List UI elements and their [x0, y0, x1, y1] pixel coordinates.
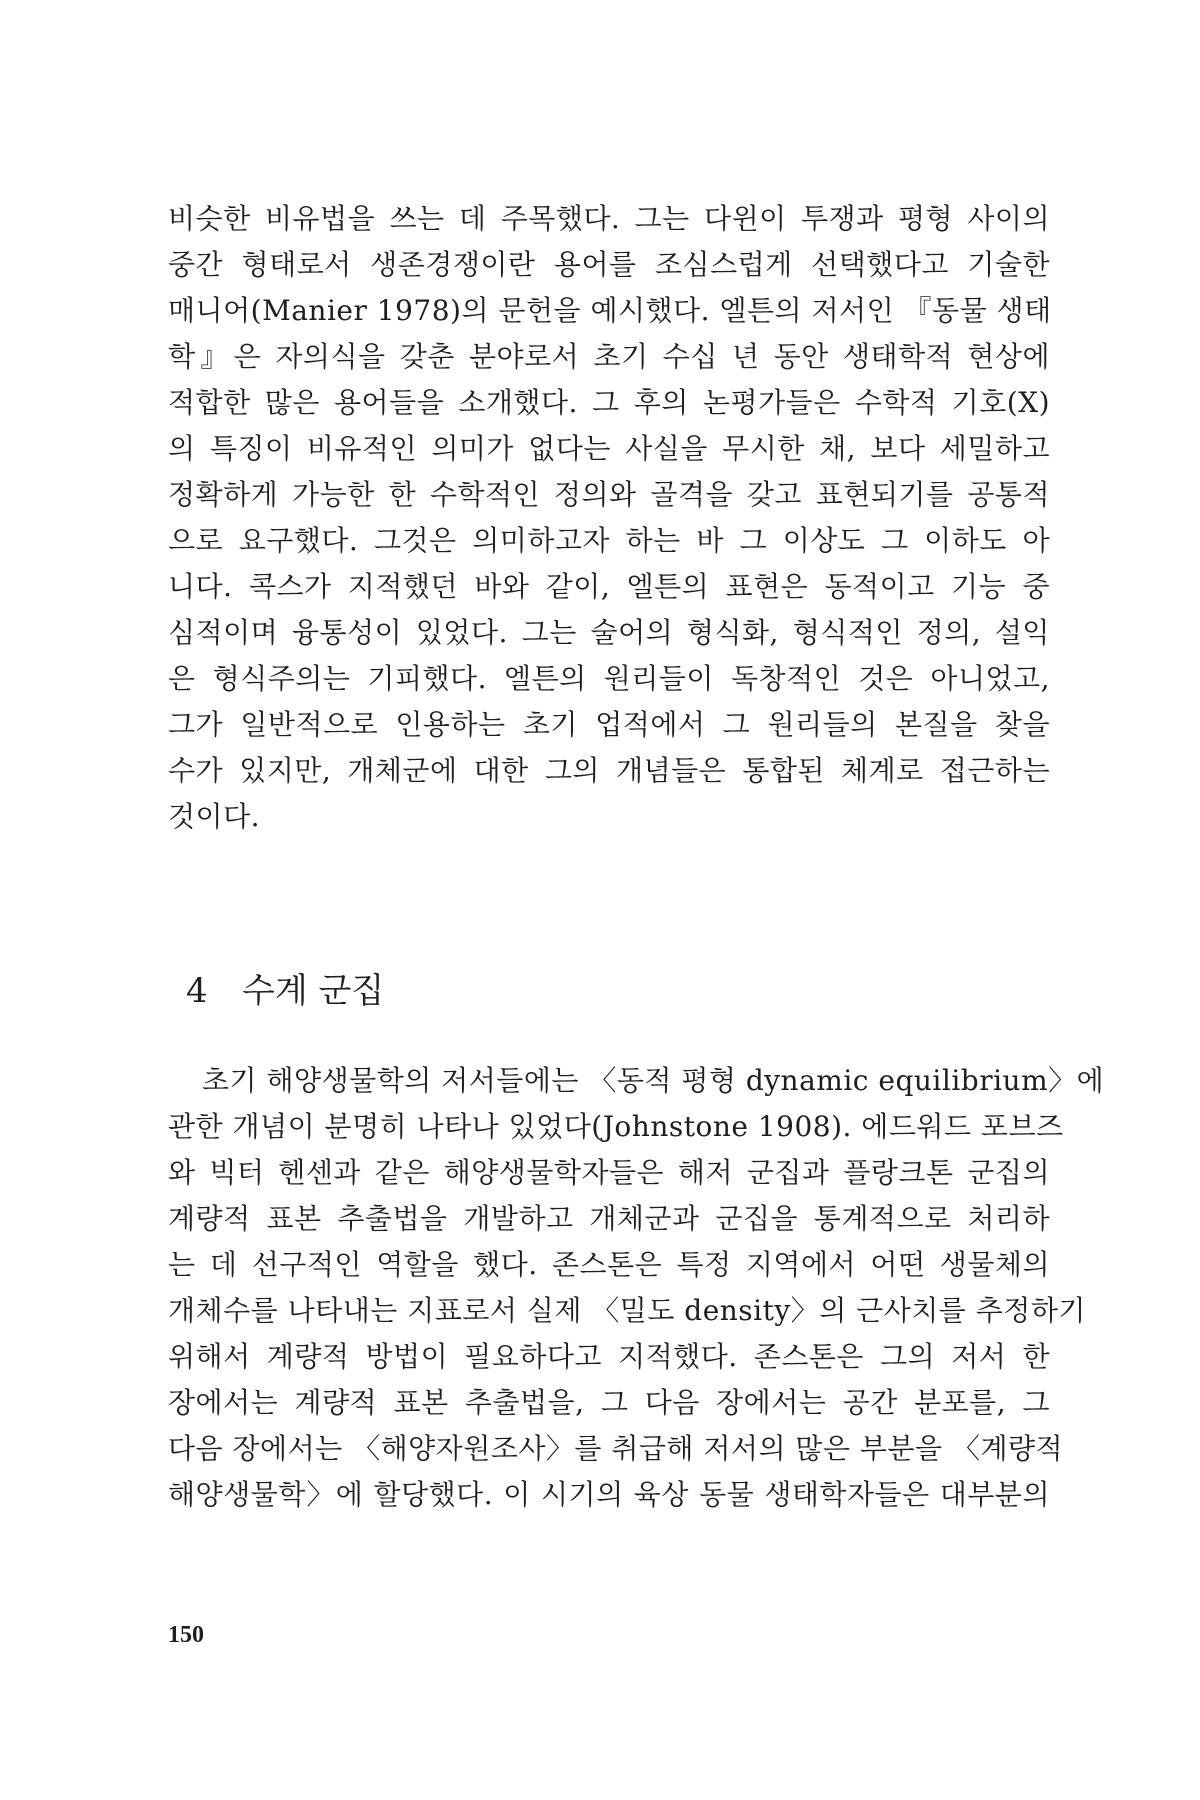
text-line: 위해서 계량적 방법이 필요하다고 지적했다. 존스톤은 그의 저서 한 [168, 1340, 1050, 1373]
text-line: 는 데 선구적인 역할을 했다. 존스톤은 특정 지역에서 어떤 생물체의 [168, 1248, 1050, 1281]
text-line: 니다. 콕스가 지적했던 바와 같이, 엘튼의 표현은 동적이고 기능 중 [168, 570, 1050, 603]
text-line: 관한 개념이 분명히 나타나 있었다(Johnstone 1908). 에드워드 포브즈 [168, 1110, 1064, 1143]
text-line: 해양생물학〉에 할당했다. 이 시기의 육상 동물 생태학자들은 대부분의 [168, 1478, 1050, 1511]
section-title: 수계 군집 [242, 971, 385, 1011]
body-paragraph-1 [168, 196, 1050, 840]
text-line: 정확하게 가능한 한 수학적인 정의와 골격을 갖고 표현되기를 공통적 [168, 478, 1050, 511]
body-paragraph-2 [168, 1058, 1105, 1518]
text-line: 그가 일반적으로 인용하는 초기 업적에서 그 원리들의 본질을 찾을 [168, 708, 1050, 741]
text-line: 와 빅터 헨센과 같은 해양생물학자들은 해저 군집과 플랑크톤 군집의 [168, 1156, 1050, 1189]
text-line: 으로 요구했다. 그것은 의미하고자 하는 바 그 이상도 그 이하도 아 [168, 524, 1050, 557]
text-line: 장에서는 계량적 표본 추출법을, 그 다음 장에서는 공간 분포를, 그 [168, 1386, 1050, 1419]
text-line: 심적이며 융통성이 있었다. 그는 술어의 형식화, 형식적인 정의, 설익 [168, 616, 1050, 649]
section-heading [186, 968, 384, 1014]
text-line: 것이다. [168, 800, 261, 833]
text-line: 중간 형태로서 생존경쟁이란 용어를 조심스럽게 선택했다고 기술한 [168, 248, 1050, 281]
text-line: 비슷한 비유법을 쓰는 데 주목했다. 그는 다윈이 투쟁과 평형 사이의 [168, 202, 1050, 235]
text-line: 적합한 많은 용어들을 소개했다. 그 후의 논평가들은 수학적 기호(X) [168, 386, 1050, 419]
page-number: 150 [168, 1622, 204, 1648]
text-line: 매니어(Manier 1978)의 문헌을 예시했다. 엘튼의 저서인 『동물 생태 [168, 294, 1052, 327]
section-number: 4 [186, 971, 208, 1011]
text-line: 학』은 자의식을 갖춘 분야로서 초기 수십 년 동안 생태학적 현상에 [168, 340, 1050, 373]
text-line: 초기 해양생물학의 저서들에는 〈동적 평형 dynamic equilibrium〉에 [202, 1064, 1105, 1097]
text-line: 개체수를 나타내는 지표로서 실제 〈밀도 density〉의 근사치를 추정하기 [168, 1294, 1086, 1327]
text-line: 의 특징이 비유적인 의미가 없다는 사실을 무시한 채, 보다 세밀하고 [168, 432, 1050, 465]
text-line: 다음 장에서는 〈해양자원조사〉를 취급해 저서의 많은 부분을 〈계량적 [168, 1432, 1064, 1465]
text-line: 은 형식주의는 기피했다. 엘튼의 원리들이 독창적인 것은 아니었고, [168, 662, 1050, 695]
text-line: 수가 있지만, 개체군에 대한 그의 개념들은 통합된 체계로 접근하는 [168, 754, 1050, 787]
text-line: 계량적 표본 추출법을 개발하고 개체군과 군집을 통계적으로 처리하 [168, 1202, 1050, 1235]
